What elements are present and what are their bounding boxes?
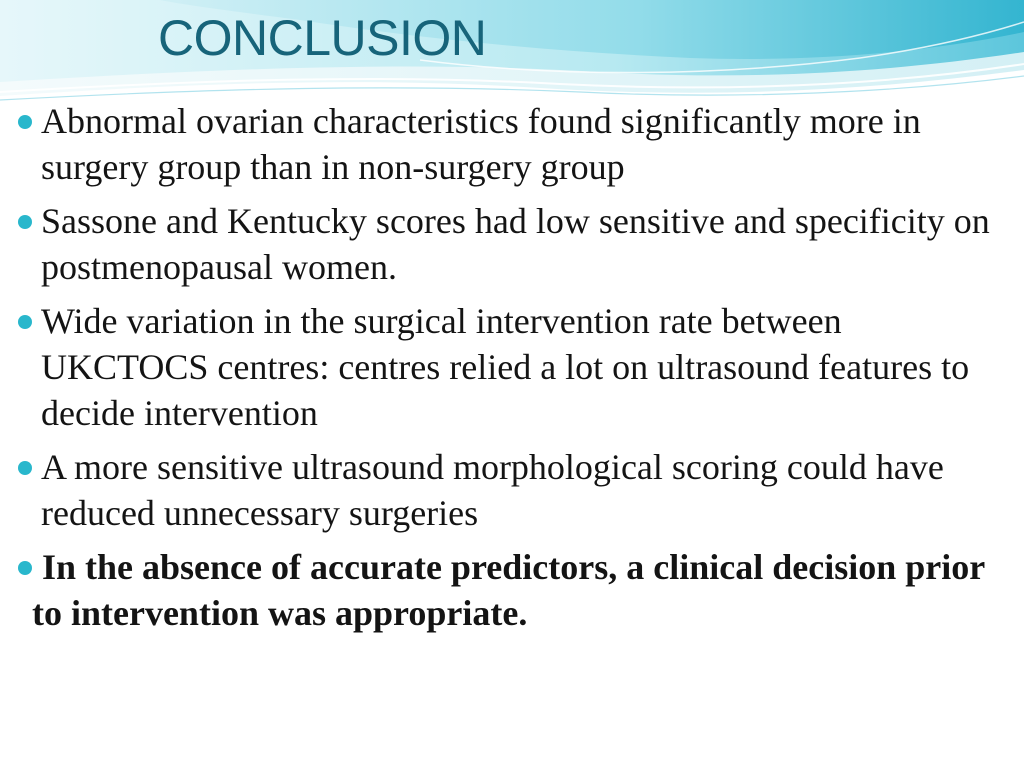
bullet-text-emphasis: In the absence of accurate predictors, a clinical decision prior to intervention was appropriate. <box>32 547 985 633</box>
bullet-list <box>0 98 1024 644</box>
bullet-item <box>0 98 1024 190</box>
bullet-item <box>0 544 1024 636</box>
bullet-dot-icon <box>18 215 32 229</box>
slide-title: CONCLUSION <box>158 10 487 66</box>
bullet-text: Abnormal ovarian characteristics found significantly more in surgery group than in non-surgery group <box>41 101 921 187</box>
bullet-dot-icon <box>18 561 32 575</box>
bullet-text: A more sensitive ultrasound morphological scoring could have reduced unnecessary surgeries <box>41 447 944 533</box>
bullet-dot-icon <box>18 315 32 329</box>
wave-header-decoration <box>0 0 1024 110</box>
bullet-item <box>0 298 1024 436</box>
bullet-dot-icon <box>18 461 32 475</box>
bullet-dot-icon <box>18 115 32 129</box>
bullet-item <box>0 444 1024 536</box>
bullet-item <box>0 198 1024 290</box>
bullet-text: Wide variation in the surgical intervention rate between UKCTOCS centres: centres relied a lot on ultrasound features to decide intervention <box>41 301 970 433</box>
bullet-text: Sassone and Kentucky scores had low sensitive and specificity on postmenopausal women. <box>41 201 990 287</box>
